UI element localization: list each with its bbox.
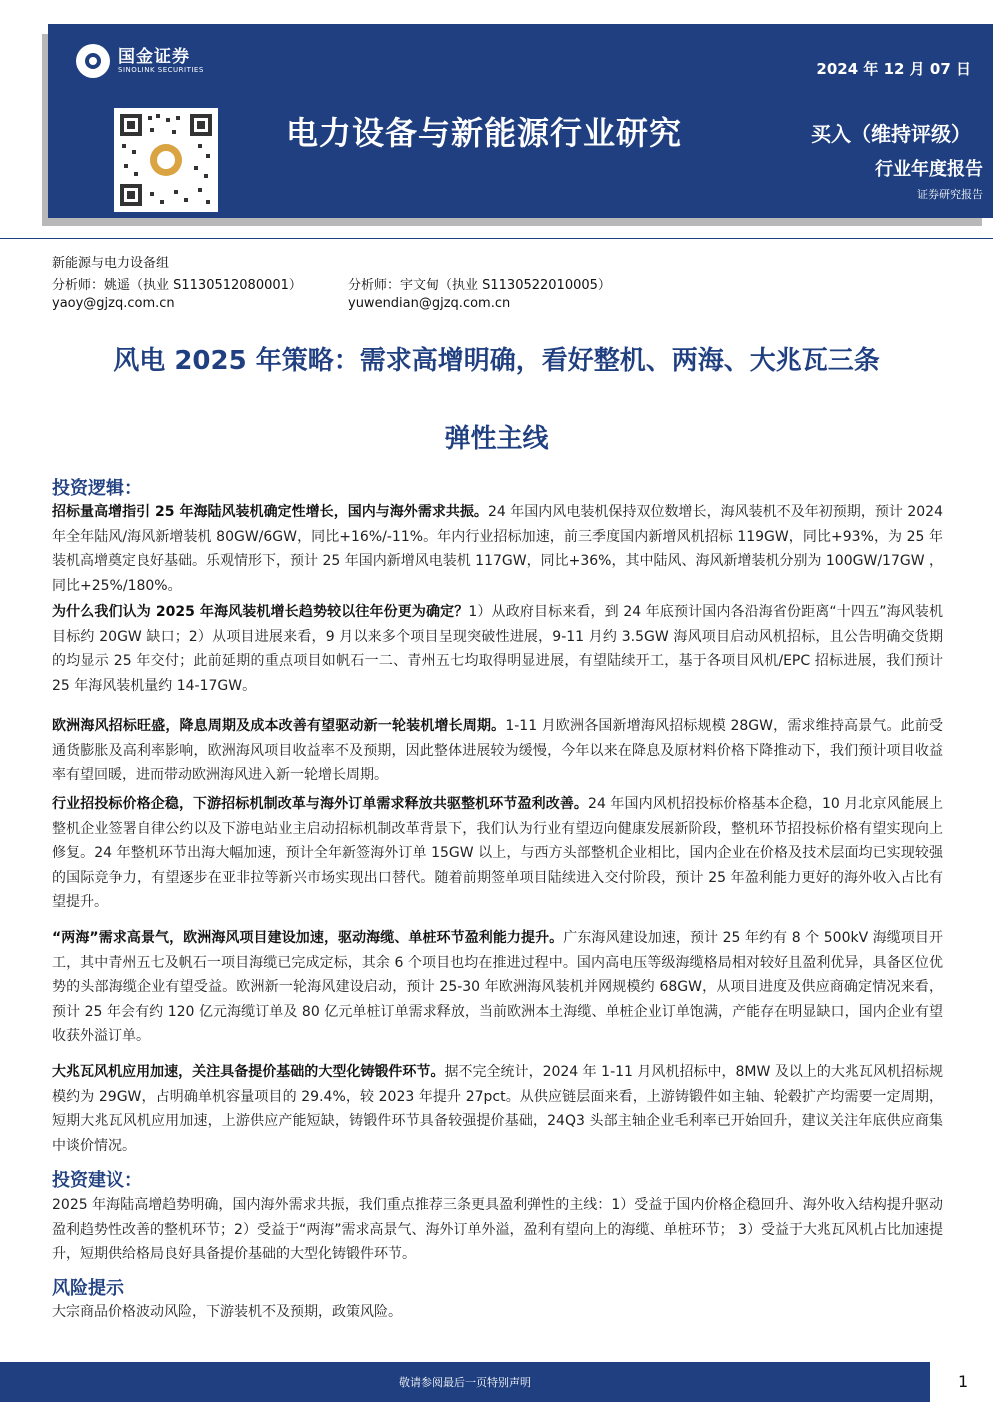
industry-title: 电力设备与新能源行业研究: [286, 114, 683, 152]
paragraph-lead: 招标量高增指引 25 年海陆风装机确定性增长，国内与海外需求共振。: [52, 504, 488, 520]
logic-paragraph-4: [52, 792, 943, 915]
report-title-line2: 弹性主线: [444, 424, 549, 454]
sinolink-logo-icon: [76, 44, 110, 78]
paragraph-body: 广东海风建设加速，预计 25 年约有 8 个 500kV 海缆项目开工，其中青州五七及帆石一项目海缆已完成定标，其余 6 个项目也均在推进过程中。国内高电压等级海缆格局相对较好且盈利优异，具备区位优势的头部海缆企业有望受益。欧洲新一轮海风建设启动，预计 25-30 年欧洲海风装机并网规模约 68GW，从项目进度及供应商确定情况来看，预计 25 年会有约 120 亿元海缆订单及 80 亿元单桩订单需求释放，当前欧洲本土海缆、单桩企业订单饱满，产能存在明显缺口，国内企业有望收获外溢订单。: [52, 930, 943, 1045]
logic-paragraph-1: [52, 500, 943, 598]
paragraph-body: 据不完全统计，2024 年 1-11 月风机招标中，8MW 及以上的大兆瓦风机招标规模约为 29GW，占明确单机容量项目的 29.4%，较 2023 年提升 27pct。从供应链层面来看，上游铸锻件如主轴、轮毂扩产均需要一定周期，短期大兆瓦风机应用加速，上游供应产能短缺，铸锻件环节具备较强提价基础，24Q3 头部主轴企业毛利率已开始回升，建议关注年底供应商集中谈价情况。: [52, 1064, 944, 1154]
report-title-line1: 风电 2025 年策略：需求高增明确，看好整机、两海、大兆瓦三条: [113, 346, 880, 376]
logic-paragraph-6: [52, 1060, 943, 1158]
header-divider: [0, 238, 993, 239]
paragraph-body: 1-11 月欧洲各国新增海风招标规模 28GW，需求维持高景气。此前受通货膨胀及高利率影响，欧洲海风项目收益率不及预期，因此整体进展较为缓慢，今年以来在降息及原材料价格下降推动下，我们预计项目收益率有望回暖，进而带动欧洲海风进入新一轮增长周期。: [52, 718, 943, 784]
footer-disclaimer: 敬请参阅最后一页特别声明: [399, 1376, 531, 1389]
report-subtype: 证券研究报告: [917, 188, 983, 201]
paragraph-lead: 行业招投标价格企稳，下游招标机制改革与海外订单需求释放共驱整机环节盈利改善。: [52, 796, 589, 812]
research-group: 新能源与电力设备组: [52, 256, 170, 271]
logo-cn: 国金证券: [118, 46, 190, 67]
analyst-1-email[interactable]: yaoy@gjzq.com.cn: [52, 296, 175, 311]
section-advice-heading: 投资建议：: [52, 1170, 142, 1191]
analyst-2-email[interactable]: yuwendian@gjzq.com.cn: [348, 296, 511, 311]
logic-paragraph-3: [52, 714, 943, 788]
paragraph-body: 24 年国内风电装机保持双位数增长，海风装机不及年初预期，预计 2024 年全年陆风/海风新增装机 80GW/6GW，同比+16%/-11%。年内行业招标加速，前三季度国内新增风机招标 119GW，同比+93%，为 25 年装机高增奠定良好基础。乐观情形下，预计 25 年国内新增风电装机 117GW，同比+36%，其中陆风、海风新增装机分别为 100GW/17GW ，同比+25%/180%。: [52, 504, 943, 594]
report-banner: [48, 24, 993, 218]
paragraph-lead: 欧洲海风招标旺盛，降息周期及成本改善有望驱动新一轮装机增长周期。: [52, 718, 506, 734]
advice-paragraph: 2025 年海陆高增趋势明确，国内海外需求共振，我们重点推荐三条更具盈利弹性的主线：1）受益于国内价格企稳回升、海外收入结构提升驱动盈利趋势性改善的整机环节；2）受益于“两海”需求高景气、海外订单外溢，盈利有望向上的海缆、单桩环节； 3）受益于大兆瓦风机占比加速提升，短期供给格局良好具备提价基础的大型化铸锻件环节。: [52, 1197, 943, 1263]
section-logic-heading: 投资逻辑：: [52, 478, 142, 499]
paragraph-lead: 为什么我们认为 2025 年海风装机增长趋势较以往年份更为确定？: [52, 604, 469, 620]
analyst-2: 分析师：宇文甸（执业 S1130522010005）: [348, 278, 611, 293]
report-type: 行业年度报告: [875, 159, 983, 180]
paragraph-lead: “两海”需求高景气，欧洲海风项目建设加速，驱动海缆、单桩环节盈利能力提升。: [52, 930, 564, 946]
logic-paragraph-2: [52, 600, 943, 698]
paragraph-lead: 大兆瓦风机应用加速，关注具备提价基础的大型化铸锻件环节。: [52, 1064, 445, 1080]
logic-paragraph-5: [52, 926, 943, 1049]
qr-code-icon: [114, 108, 218, 212]
footer-bar: [0, 1362, 930, 1402]
sinolink-logo: [76, 44, 204, 78]
rating: 买入（维持评级）: [811, 122, 971, 146]
section-risk-heading: 风险提示: [52, 1278, 124, 1299]
paragraph-body: 24 年国内风机招投标价格基本企稳，10 月北京风能展上整机企业签署自律公约以及下游电站业主启动招标机制改革背景下，我们认为行业有望迈向健康发展新阶段，整机环节招投标价格有望实现向上修复。24 年整机环节出海大幅加速，预计全年新签海外订单 15GW 以上，与西方头部整机企业相比，国内企业在价格及技术层面均已实现较强的国际竞争力，有望逐步在亚非拉等新兴市场实现出口替代。随着前期签单项目陆续进入交付阶段，预计 25 年盈利能力更好的海外收入占比有望提升。: [52, 796, 943, 911]
analyst-1: 分析师：姚遥（执业 S1130512080001）: [52, 278, 302, 293]
page-number: 1: [958, 1372, 969, 1391]
logo-en: SINOLINK SECURITIES: [118, 65, 204, 74]
paragraph-body: 1）从政府目标来看，到 24 年底预计国内各沿海省份距离“十四五”海风装机目标约 20GW 缺口；2）从项目进展来看，9 月以来多个项目呈现突破性进展，9-11 月约 3.5GW 海风项目启动风机招标，且公告明确交货期的均显示 25 年交付；此前延期的重点项目如帆石一二、青州五七均取得明显进展，有望陆续开工，基于各项目风机/EPC 招标进展，我们预计 25 年海风装机量约 14-17GW。: [52, 604, 943, 694]
report-date: 2024 年 12 月 07 日: [816, 60, 971, 78]
risk-paragraph: 大宗商品价格波动风险，下游装机不及预期，政策风险。: [52, 1304, 402, 1320]
